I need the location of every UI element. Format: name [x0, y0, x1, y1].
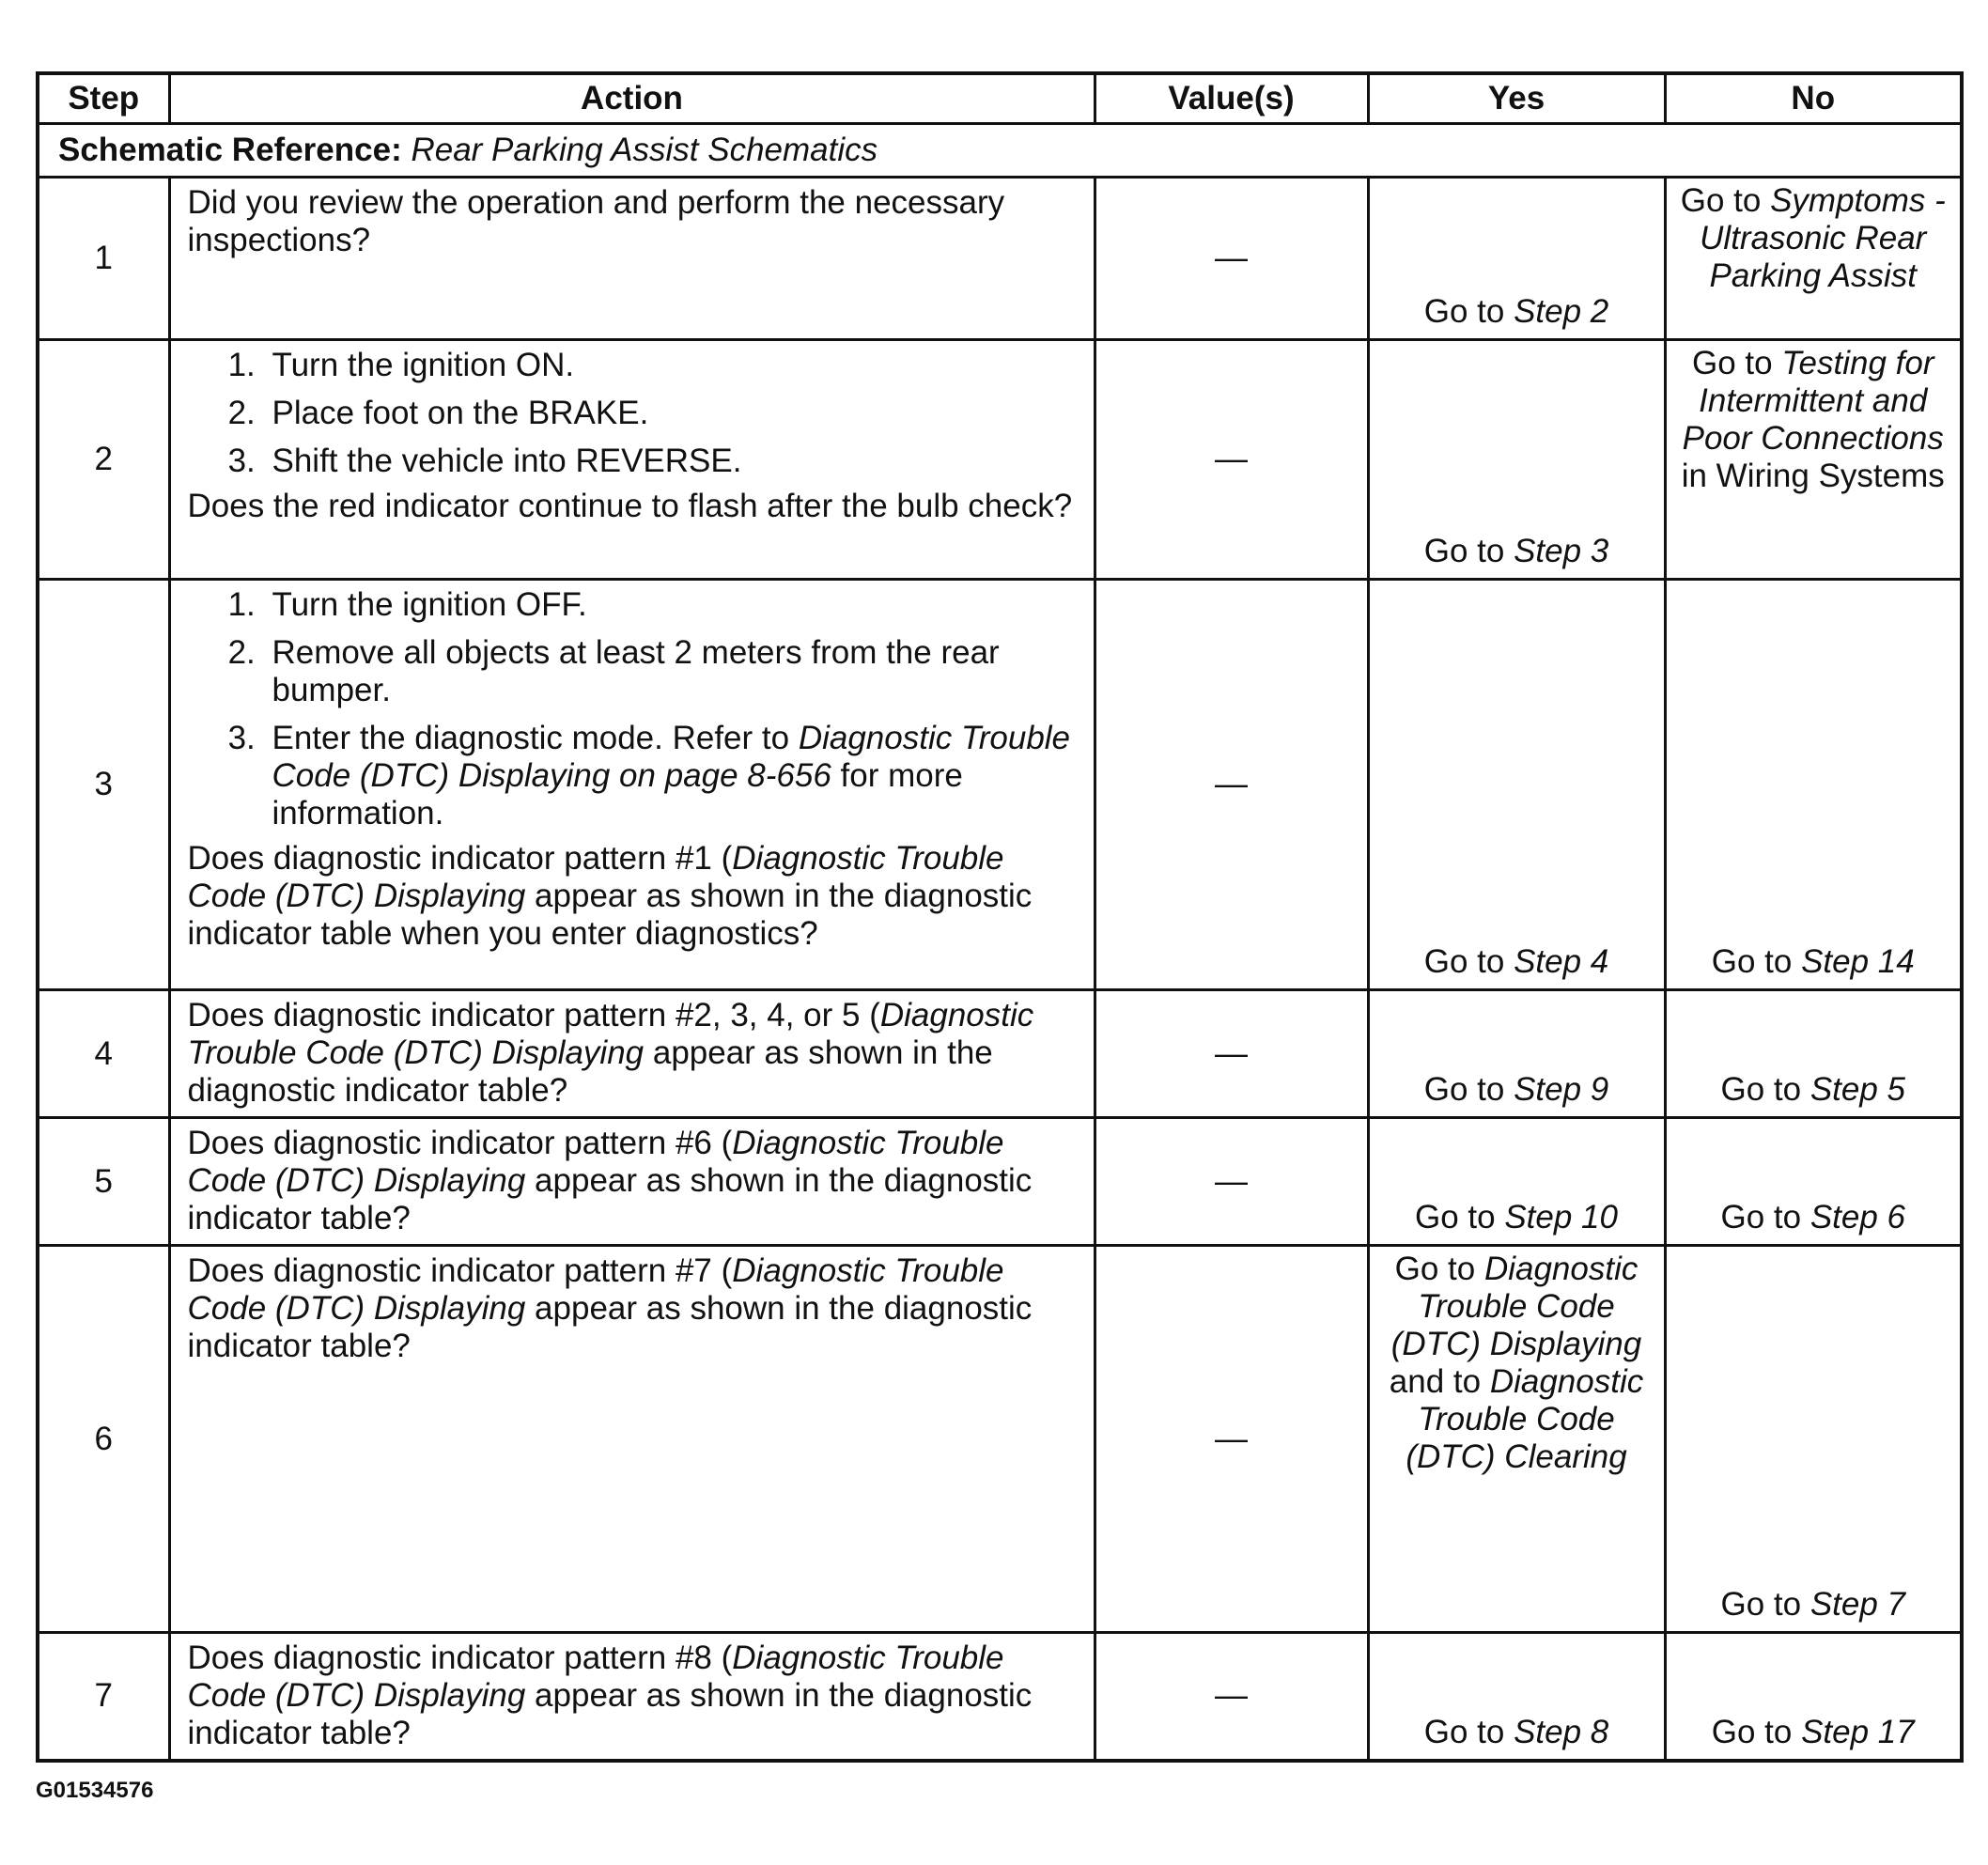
question-text: Does diagnostic indicator pattern #8 (: [187, 1640, 733, 1676]
value-cell: —: [1095, 1246, 1368, 1633]
yes-text: Go to: [1394, 1251, 1484, 1287]
question-text: Does diagnostic indicator pattern #7 (: [187, 1252, 733, 1289]
yes-text: Go to: [1423, 943, 1514, 980]
substep-text: for more information.: [272, 757, 963, 831]
no-cell: [1665, 340, 1962, 580]
action-question: [188, 1125, 1086, 1237]
no-link[interactable]: Step 17: [1801, 1713, 1915, 1750]
action-cell: [169, 1633, 1095, 1761]
yes-text: Go to: [1423, 1071, 1514, 1108]
question-text: Does diagnostic indicator pattern #1 (: [187, 840, 733, 877]
step-number: 1: [38, 178, 169, 340]
no-cell: [1665, 178, 1962, 340]
yes-text: Go to: [1423, 293, 1514, 330]
yes-cell: [1368, 580, 1665, 990]
action-cell: [169, 990, 1095, 1118]
question-text: appear as shown in the diagnostic indicator table when you enter diagnostics?: [187, 878, 1033, 952]
yes-link[interactable]: Step 10: [1504, 1199, 1618, 1236]
action-question: [188, 840, 1086, 953]
action-cell: [169, 178, 1095, 340]
substep-item: [265, 586, 1086, 624]
header-yes: Yes: [1368, 73, 1665, 124]
no-text: Go to: [1711, 1713, 1802, 1750]
substep-list: [188, 347, 1086, 480]
substep-item: [265, 395, 1086, 432]
diagnostic-table: [36, 71, 1964, 1763]
no-text: Go to: [1711, 943, 1802, 980]
action-question: [188, 1252, 1086, 1365]
no-cell: [1665, 990, 1962, 1118]
no-cell: [1665, 1118, 1962, 1246]
yes-link[interactable]: Step 3: [1514, 533, 1609, 569]
yes-link[interactable]: Step 4: [1514, 943, 1609, 980]
value-cell: —: [1095, 1118, 1368, 1246]
no-cell: [1665, 1246, 1962, 1633]
substep-item: [265, 720, 1086, 832]
question-link[interactable]: Diagnostic Trouble Code (DTC) Displaying: [187, 840, 1004, 914]
yes-cell: [1368, 340, 1665, 580]
value-cell: —: [1095, 990, 1368, 1118]
step-number: 4: [38, 990, 169, 1118]
value-cell: —: [1095, 340, 1368, 580]
action-question: [188, 997, 1086, 1110]
header-action: Action: [169, 73, 1095, 124]
table-row: [38, 340, 1962, 580]
question-link[interactable]: Diagnostic Trouble Code (DTC) Displaying: [187, 1640, 1004, 1714]
no-cell: [1665, 1633, 1962, 1761]
substep-text: Turn the ignition OFF.: [272, 586, 587, 623]
yes-link[interactable]: Diagnostic Trouble Code (DTC) Clearing: [1406, 1363, 1644, 1475]
no-text: Go to: [1680, 182, 1771, 219]
yes-text: Go to: [1415, 1199, 1505, 1236]
yes-cell: [1368, 178, 1665, 340]
header-step: Step: [38, 73, 169, 124]
step-number: 3: [38, 580, 169, 990]
no-cell: [1665, 580, 1962, 990]
step-number: 5: [38, 1118, 169, 1246]
yes-cell: [1368, 990, 1665, 1118]
no-link[interactable]: Symptoms - Ultrasonic Rear Parking Assist: [1700, 182, 1946, 294]
yes-cell: [1368, 1633, 1665, 1761]
no-text: Go to: [1720, 1071, 1810, 1108]
yes-cell: [1368, 1118, 1665, 1246]
action-cell: [169, 1246, 1095, 1633]
value-cell: —: [1095, 1633, 1368, 1761]
table-row: [38, 1246, 1962, 1633]
question-link[interactable]: Diagnostic Trouble Code (DTC) Displaying: [187, 1125, 1004, 1199]
question-text: appear as shown in the diagnostic indicator table?: [187, 1034, 993, 1109]
substep-link[interactable]: Diagnostic Trouble Code (DTC) Displaying on page 8-656: [272, 720, 1071, 794]
no-link[interactable]: Step 5: [1809, 1071, 1906, 1108]
action-cell: [169, 340, 1095, 580]
table-row: [38, 990, 1962, 1118]
table-row: [38, 1633, 1962, 1761]
question-link[interactable]: Diagnostic Trouble Code (DTC) Displaying: [187, 997, 1034, 1071]
question-text: Does the red indicator continue to flash after the bulb check?: [187, 488, 1073, 524]
value-cell: —: [1095, 580, 1368, 990]
action-question: [188, 184, 1086, 259]
substep-text: Enter the diagnostic mode. Refer to: [272, 720, 799, 756]
question-text: Does diagnostic indicator pattern #2, 3, 4, or 5 (: [187, 997, 880, 1034]
schematic-reference-label: Schematic Reference:: [58, 132, 402, 168]
no-text: Go to: [1720, 1199, 1810, 1236]
question-text: Does diagnostic indicator pattern #6 (: [187, 1125, 733, 1161]
table-row: [38, 178, 1962, 340]
substep-text: Turn the ignition ON.: [272, 347, 575, 383]
yes-link[interactable]: Step 8: [1514, 1713, 1609, 1750]
substep-list: [188, 586, 1086, 832]
step-number: 2: [38, 340, 169, 580]
no-link[interactable]: Step 7: [1809, 1586, 1906, 1623]
step-number: 6: [38, 1246, 169, 1633]
question-link[interactable]: Diagnostic Trouble Code (DTC) Displaying: [187, 1252, 1004, 1327]
action-question: [188, 488, 1086, 525]
substep-item: [265, 634, 1086, 709]
yes-text: Go to: [1423, 533, 1514, 569]
header-values: Value(s): [1095, 73, 1368, 124]
table-row: [38, 1118, 1962, 1246]
substep-text: Remove all objects at least 2 meters from the rear bumper.: [272, 634, 1000, 708]
table-row: [38, 580, 1962, 990]
header-row: [38, 73, 1962, 124]
no-link[interactable]: Step 14: [1801, 943, 1915, 980]
substep-text: Place foot on the BRAKE.: [272, 395, 649, 431]
action-cell: [169, 1118, 1095, 1246]
yes-link[interactable]: Step 2: [1514, 293, 1609, 330]
action-question: [188, 1640, 1086, 1752]
action-cell: [169, 580, 1095, 990]
schematic-reference-link[interactable]: Rear Parking Assist Schematics: [411, 132, 878, 168]
figure-id: G01534576: [36, 1778, 154, 1803]
yes-text: Go to: [1423, 1713, 1514, 1750]
substep-item: [265, 443, 1086, 480]
no-link[interactable]: Testing for Intermittent and Poor Connections: [1682, 345, 1944, 457]
question-text: Did you review the operation and perform the necessary inspections?: [187, 184, 1005, 258]
no-link[interactable]: Step 6: [1809, 1199, 1906, 1236]
question-text: appear as shown in the diagnostic indicator table?: [187, 1162, 1033, 1236]
question-text: appear as shown in the diagnostic indicator table?: [187, 1290, 1033, 1364]
yes-cell: [1368, 1246, 1665, 1633]
value-cell: —: [1095, 178, 1368, 340]
substep-text: Shift the vehicle into REVERSE.: [272, 443, 742, 479]
yes-link[interactable]: Step 9: [1514, 1071, 1609, 1108]
yes-link[interactable]: Diagnostic Trouble Code (DTC) Displaying: [1390, 1251, 1642, 1362]
step-number: 7: [38, 1633, 169, 1761]
header-no: No: [1665, 73, 1962, 124]
question-text: appear as shown in the diagnostic indicator table?: [187, 1677, 1033, 1751]
no-text: in Wiring Systems: [1681, 458, 1945, 494]
no-text: Go to: [1692, 345, 1782, 381]
no-text: Go to: [1720, 1586, 1810, 1623]
schematic-reference: [38, 124, 1962, 178]
schematic-reference-row: [38, 124, 1962, 178]
yes-text: and to: [1389, 1363, 1490, 1400]
substep-item: [265, 347, 1086, 384]
